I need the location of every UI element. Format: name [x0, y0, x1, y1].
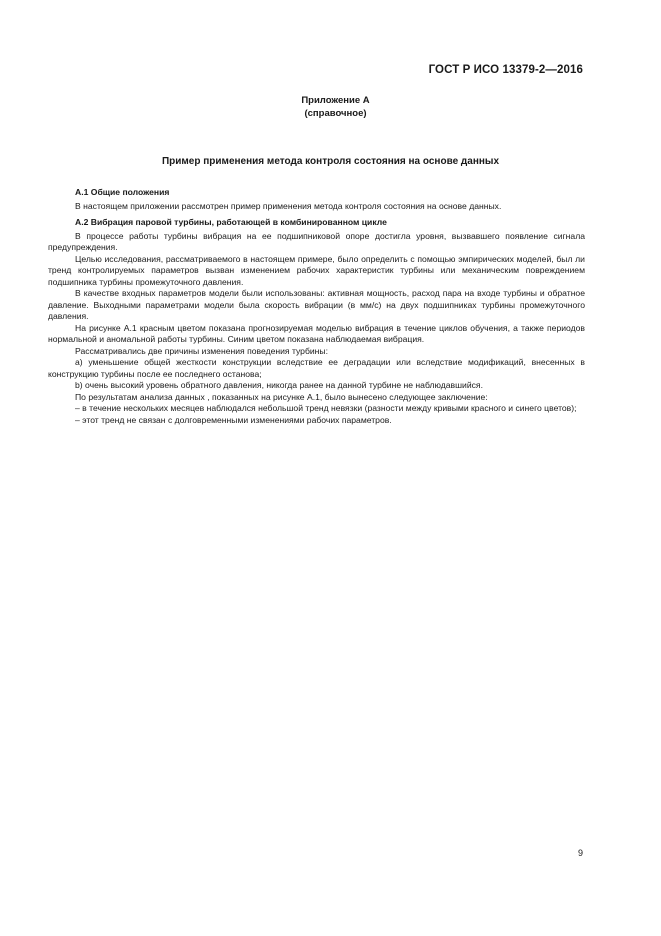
paragraph: В процессе работы турбины вибрация на ее подшипниковой опоре достигла уровня, вызвавшего появление сигнала предупреждения.: [48, 230, 585, 252]
main-title: Пример применения метода контроля состояния на основе данных: [161, 156, 500, 167]
list-item: – этот тренд не связан с долговременными изменениями рабочих параметров.: [75, 414, 392, 425]
paragraph: В качестве входных параметров модели были использованы: активная мощность, расход пара на входе турбины и обратное давление. Выходными параметрами модели была скорость вибрации (в мм/с) на двух подшипниках турбины промежуточного давления.: [48, 288, 585, 321]
list-item: b) очень высокий уровень обратного давления, никогда ранее на данной турбине не наблюдавшийся.: [75, 380, 483, 390]
list-item: – в течение нескольких месяцев наблюдался небольшой тренд невязки (разности между кривыми красного и синего цветов);: [75, 403, 577, 413]
paragraph: Рассматривались две причины изменения поведения турбины:: [75, 345, 328, 356]
list-item: а) уменьшение общей жесткости конструкции вследствие ее деградации или вследствие модификаций, внесенных в конструкцию турбины после ее последнего останова;: [48, 357, 585, 379]
document-body: [48, 186, 585, 426]
document-code: ГОСТ Р ИСО 13379-2—2016: [428, 64, 583, 76]
paragraph: По результатам анализа данных , показанных на рисунке А.1, было вынесено следующее заключение:: [75, 391, 488, 402]
paragraph: Целью исследования, рассматриваемого в настоящем примере, было определить с помощью эмпирических моделей, был ли тренд контролируемых параметров вызван изменением рабочих характеристик турбины или механическим повреждением подшипника турбины промежуточного давления.: [48, 253, 585, 287]
paragraph: На рисунке А.1 красным цветом показана прогнозируемая моделью вибрация в течение циклов обучения, а также периодов нормальной и аномальной работы турбины. Синим цветом показана наблюдаемая вибрация.: [48, 322, 585, 344]
paragraph: В настоящем приложении рассмотрен пример применения метода контроля состояния на основе данных.: [75, 201, 502, 211]
annex-subtitle: (справочное): [304, 108, 367, 119]
page-number: 9: [577, 848, 583, 858]
annex-heading: [0, 94, 661, 120]
section-a1-heading: А.1 Общие положения: [75, 187, 170, 197]
section-a2-heading: А.2 Вибрация паровой турбины, работающей в комбинированном цикле: [75, 216, 387, 227]
annex-title: Приложение А: [301, 95, 370, 106]
